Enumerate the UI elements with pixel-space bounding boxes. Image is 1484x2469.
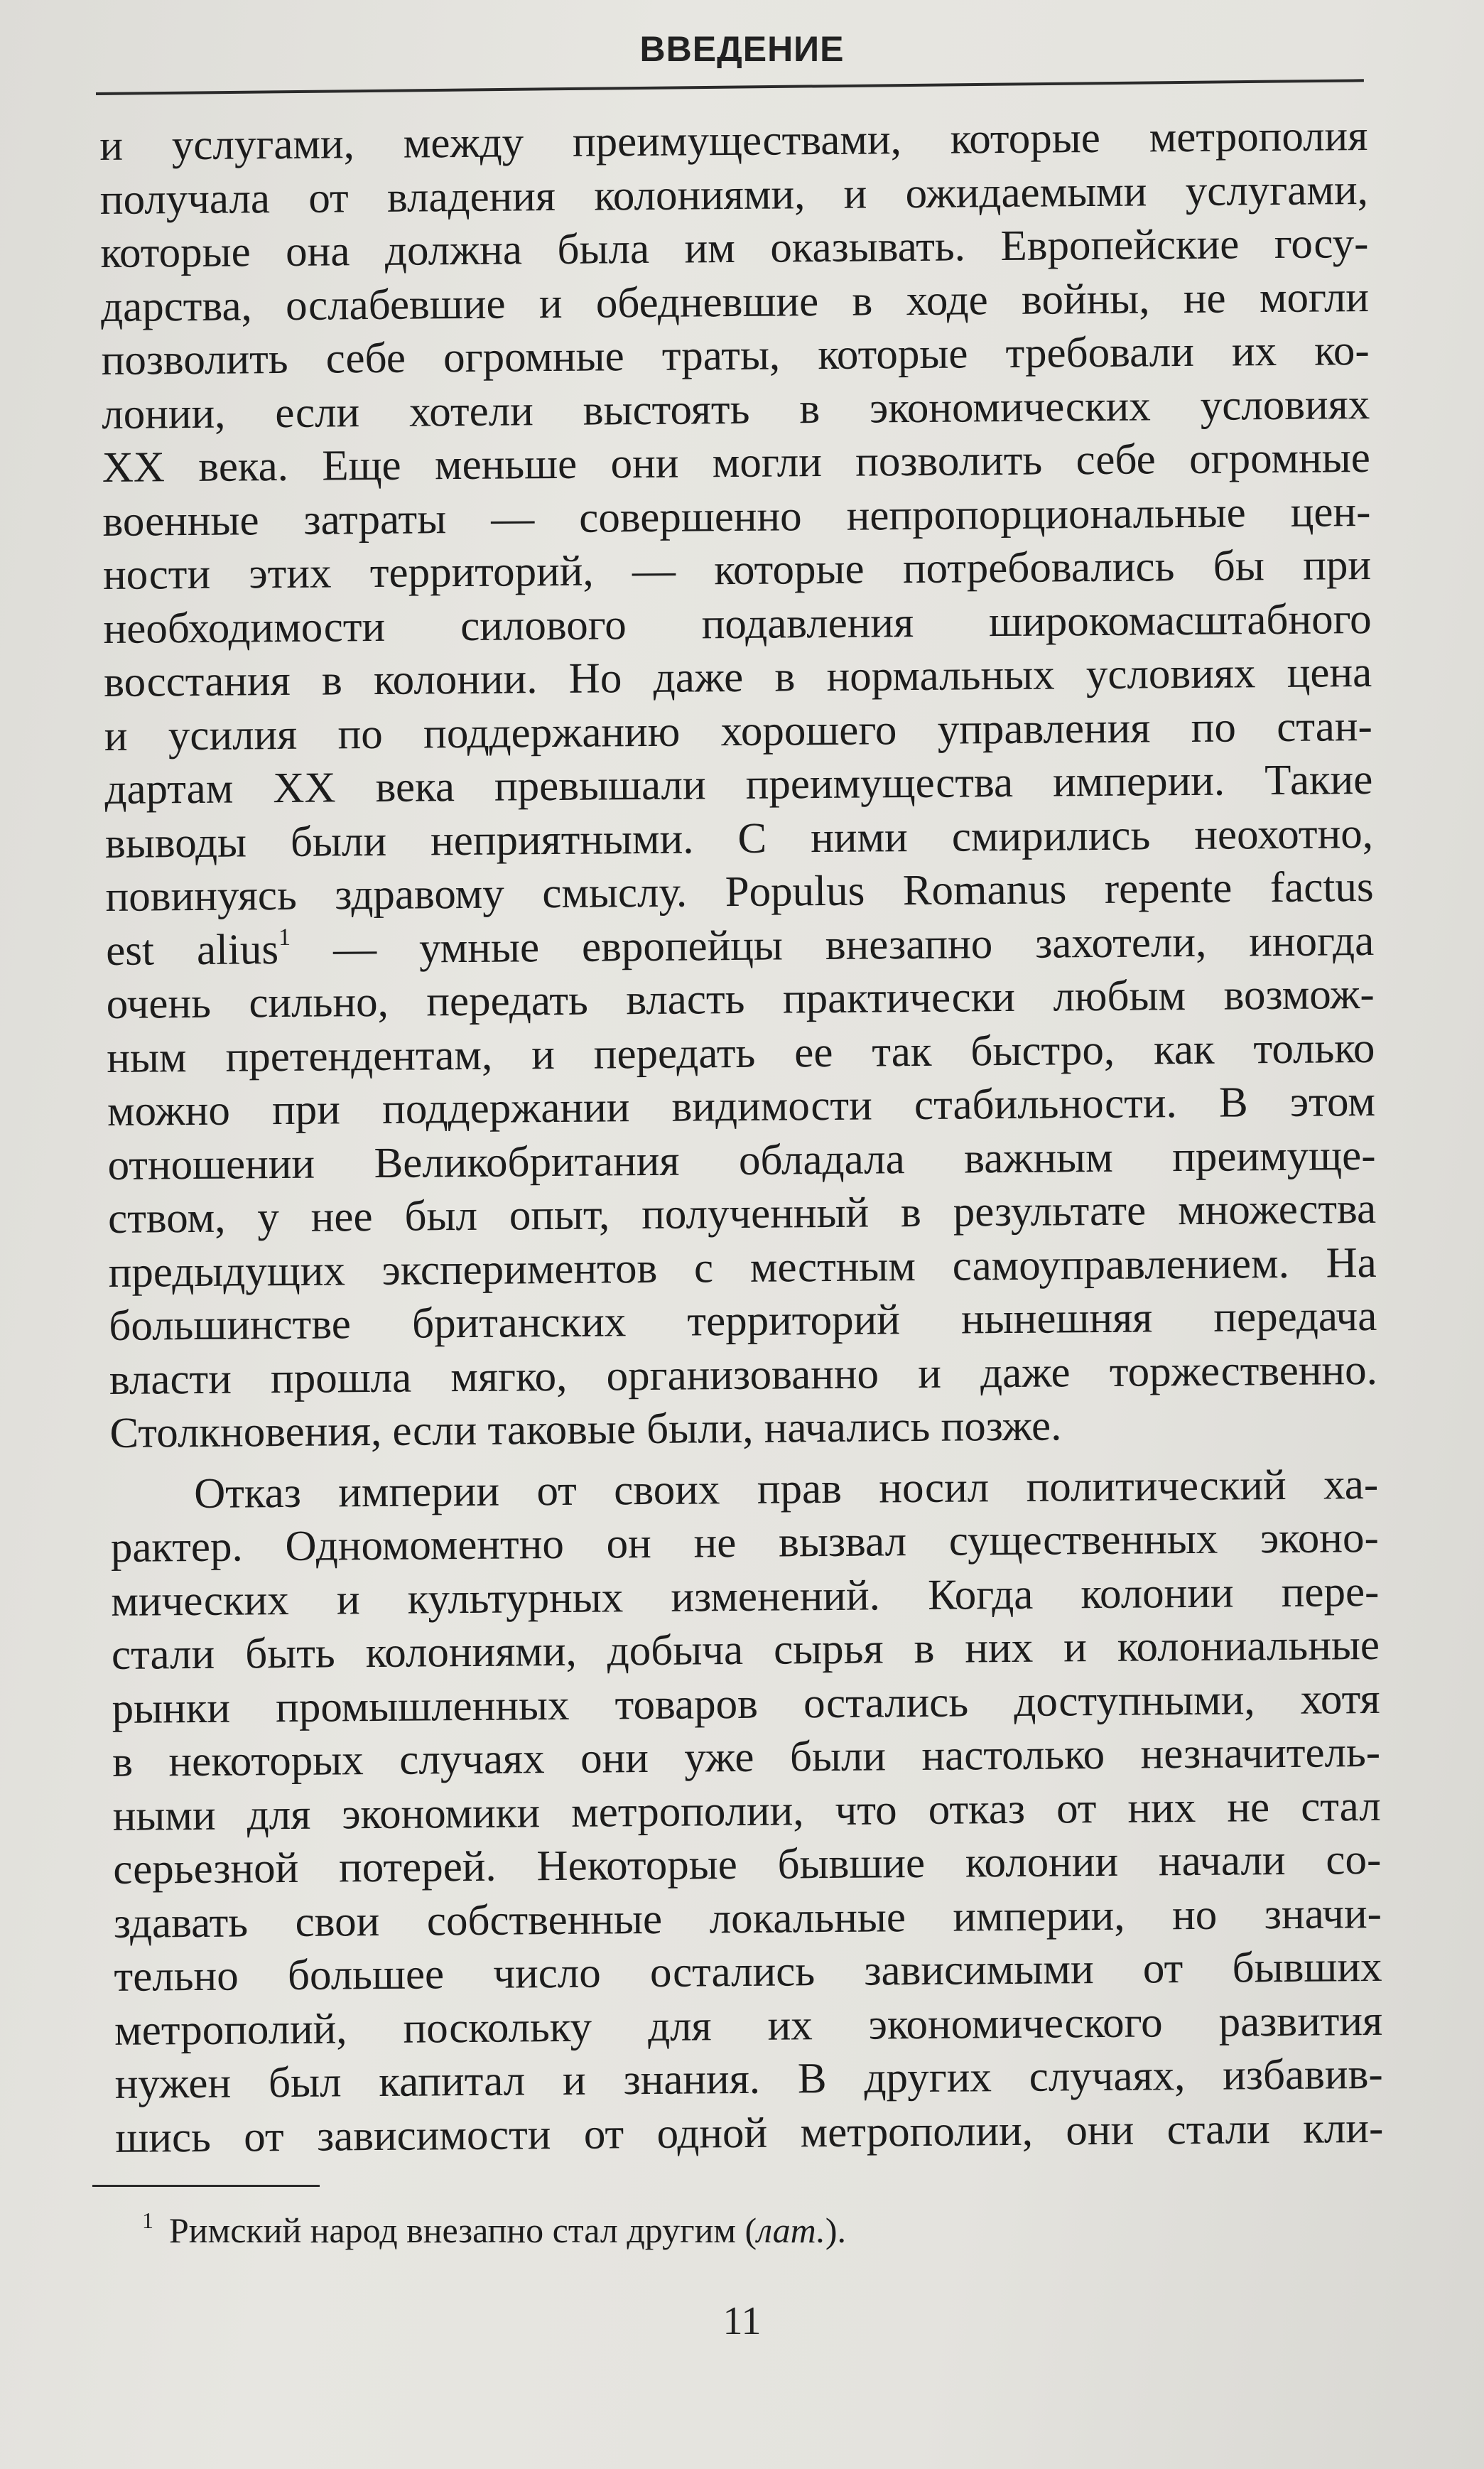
text-line: нужен был капитал и знания. В других случаях, избавив- bbox=[114, 2050, 1383, 2108]
paragraph-last-line: Столкновения, если таковые были, начались позже. bbox=[109, 1402, 1062, 1457]
text-line: позволить себе огромные траты, которые требовали их ко- bbox=[101, 326, 1370, 384]
text-line: и усилия по поддержанию хорошего управления по стан- bbox=[104, 702, 1373, 760]
text-line: метрополий, поскольку для их экономического развития bbox=[114, 1997, 1383, 2055]
text-line: XX века. Еще меньше они могли позволить себе огромные bbox=[102, 433, 1371, 492]
text-line: которые она должна была им оказывать. Европейские госу- bbox=[100, 219, 1369, 277]
text-line: дарства, ослабевшие и обедневшие в ходе войны, не могли bbox=[100, 273, 1370, 331]
footnote-reference: 1 bbox=[278, 924, 291, 951]
text-line: лонии, если хотели выстоять в экономических условиях bbox=[101, 380, 1370, 438]
text-line: необходимости силового подавления широкомасштабного bbox=[103, 595, 1372, 653]
text-line: военные затраты — совершенно непропорциональные цен- bbox=[102, 487, 1371, 546]
text-line: ными для экономики метрополии, что отказ от них не стал bbox=[112, 1782, 1381, 1840]
footnote-close: ). bbox=[825, 2210, 846, 2250]
text-line: и услугами, между преимуществами, которые метрополия bbox=[99, 112, 1368, 170]
footnote-text: Римский народ внезапно стал другим ( bbox=[169, 2210, 757, 2250]
text-line: шись от зависимости от одной метрополии, они стали кли- bbox=[115, 2104, 1384, 2162]
body-text bbox=[99, 109, 1384, 2165]
text-line: ным претендентам, и передать ее так быстро, как только bbox=[107, 1024, 1375, 1082]
footnote-marker: 1 bbox=[142, 2208, 153, 2233]
footnote-rule bbox=[92, 2185, 320, 2187]
footnote bbox=[142, 2210, 846, 2251]
text-line: предыдущих экспериментов с местным самоуправлением. На bbox=[108, 1238, 1377, 1297]
text-line: здавать свои собственные локальные империи, но значи- bbox=[113, 1889, 1382, 1947]
text-line: мических и культурных изменений. Когда колонии пере- bbox=[111, 1567, 1380, 1626]
text-line: очень сильно, передать власть практически любым возмож- bbox=[106, 970, 1375, 1028]
text-line: ности этих территорий, — которые потребовались бы при bbox=[102, 541, 1372, 599]
text-line: ством, у нее был опыт, полученный в результате множества bbox=[107, 1184, 1377, 1243]
text-line: повинуясь здравому смыслу. Populus Romanus repente factus bbox=[105, 863, 1374, 921]
text-line: получала от владения колониями, и ожидаемыми услугами, bbox=[99, 166, 1369, 224]
text-line: отношении Великобритания обладала важным преимуще- bbox=[107, 1131, 1376, 1189]
latin-phrase-end: est alius bbox=[105, 925, 279, 975]
text-line: дартам XX века превышали преимущества империи. Такие bbox=[104, 755, 1373, 814]
text-line: стали быть колониями, добыча сырья в них и колониальные bbox=[111, 1621, 1380, 1679]
running-head: ВВЕДЕНИЕ bbox=[639, 29, 845, 69]
paragraph-first-line: Отказ империи от своих прав носил политический ха- bbox=[193, 1460, 1379, 1518]
text-line: серьезной потерей. Некоторые бывшие колонии начали со- bbox=[113, 1835, 1382, 1893]
text-line: рактер. Одномоментно он не вызвал существенных эконо- bbox=[110, 1513, 1379, 1572]
header-rule bbox=[96, 79, 1364, 95]
footnote-lang: лат. bbox=[757, 2210, 825, 2250]
text-line: большинстве британских территорий нынешняя передача bbox=[109, 1292, 1377, 1350]
line-continuation: — умные европейцы внезапно захотели, иногда bbox=[290, 917, 1375, 973]
text-line: восстания в колонии. Но даже в нормальных условиях цена bbox=[103, 648, 1372, 706]
text-line: в некоторых случаях они уже были настолько незначитель- bbox=[112, 1728, 1381, 1786]
text-line: тельно большее число остались зависимыми от бывших bbox=[114, 1943, 1382, 2001]
page-number: 11 bbox=[722, 2299, 762, 2343]
text-line: можно при поддержании видимости стабильности. В этом bbox=[107, 1077, 1376, 1135]
text-line: власти прошла мягко, организованно и даже торжественно. bbox=[109, 1346, 1378, 1404]
text-line: рынки промышленных товаров остались доступными, хотя bbox=[112, 1675, 1380, 1733]
text-line-with-footnote-ref bbox=[106, 914, 1375, 978]
text-line: выводы были неприятными. С ними смирились неохотно, bbox=[104, 809, 1374, 868]
